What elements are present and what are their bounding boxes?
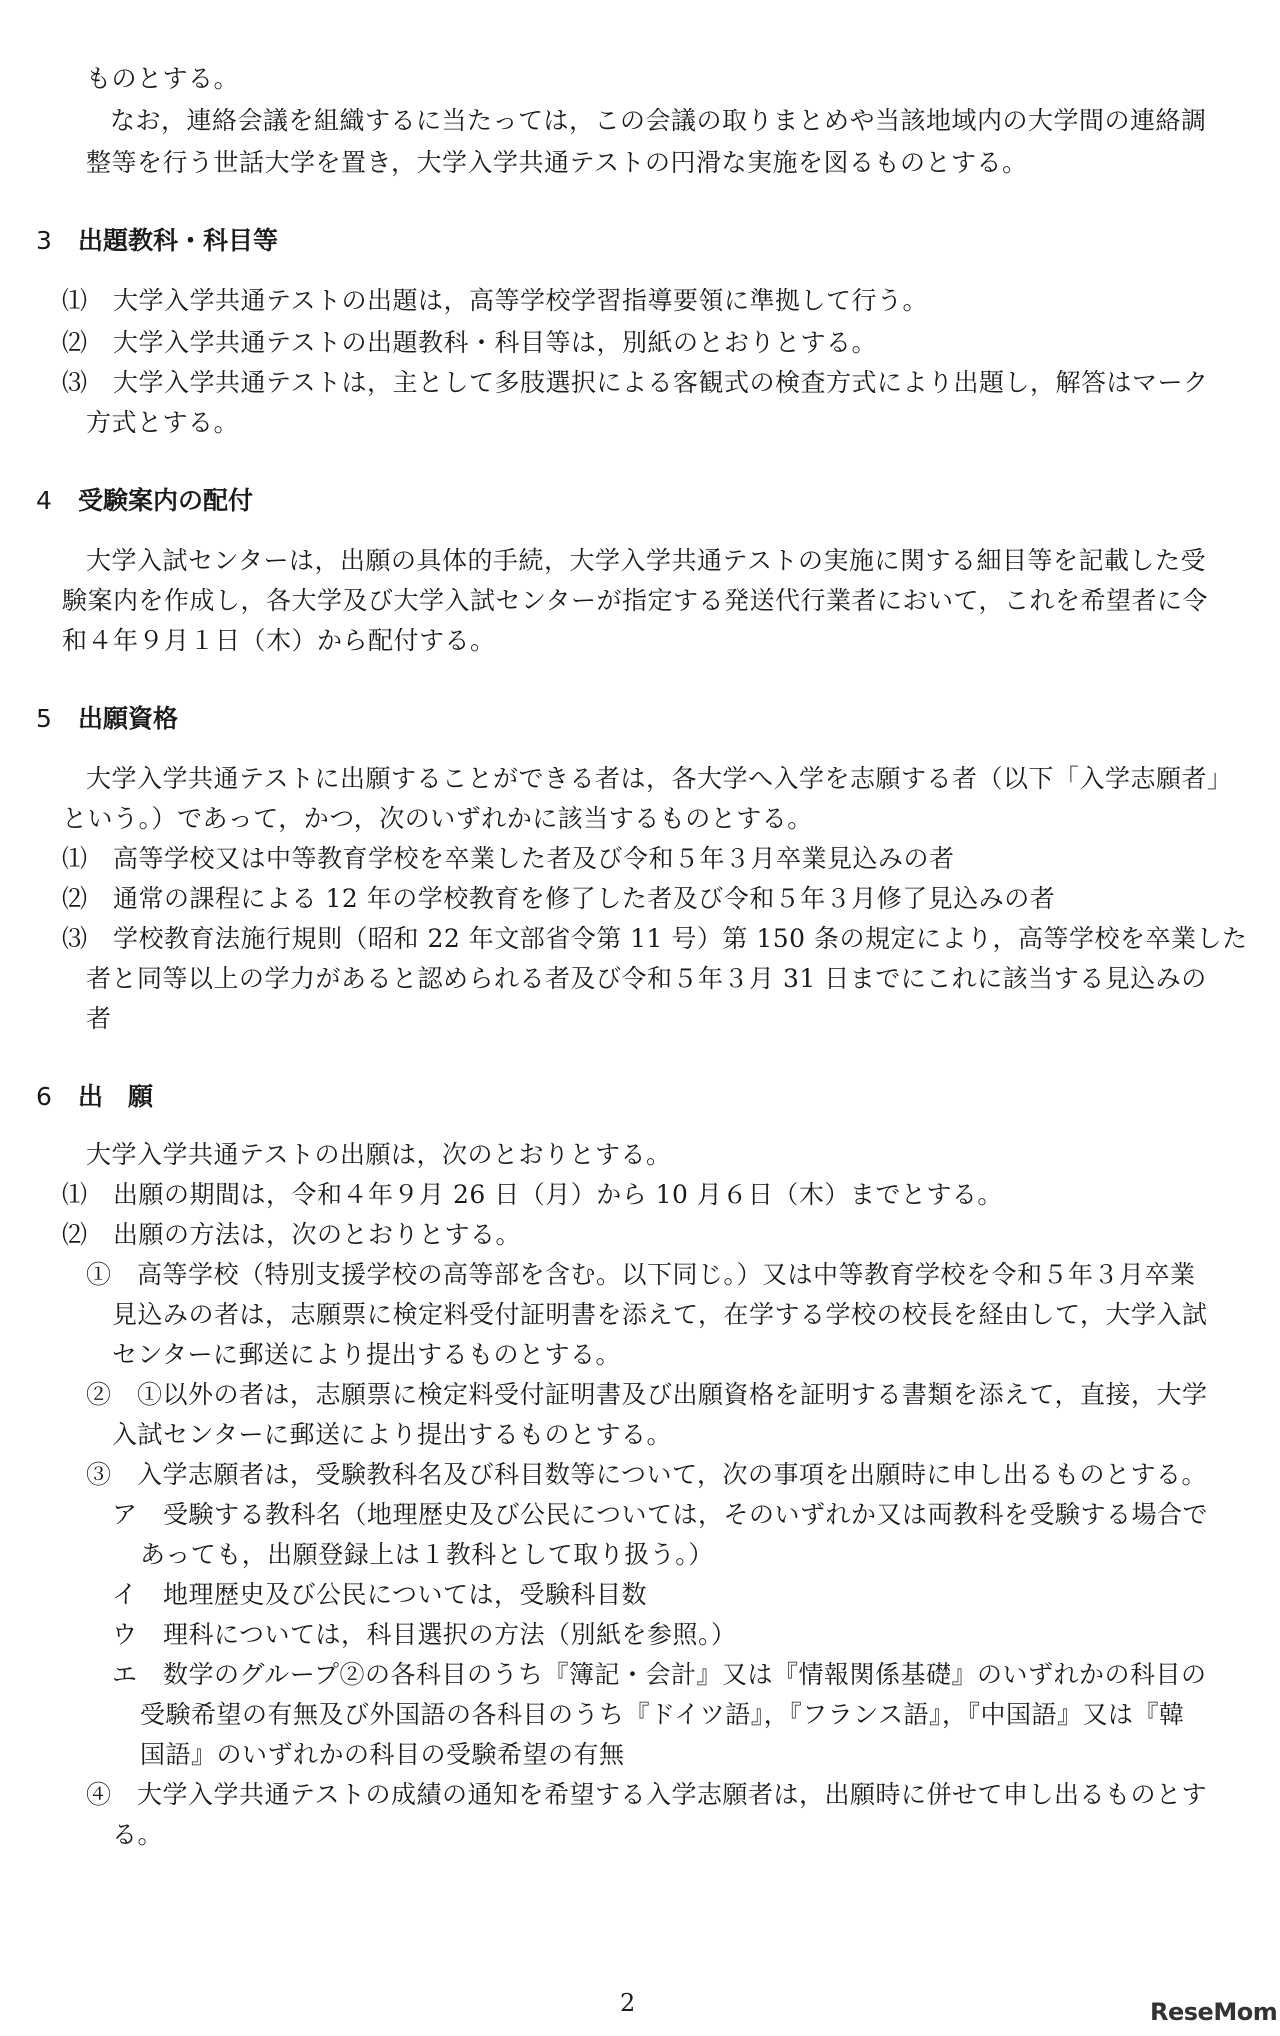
section-number: 4 (36, 486, 52, 515)
section-number: 3 (36, 226, 52, 255)
intro-line: 整等を行う世話大学を置き，大学入学共通テストの円滑な実施を図るものとする。 (86, 148, 1028, 177)
list-item-cont: 者 (86, 1004, 112, 1033)
list-item: ⑵ 出願の方法は，次のとおりとする。 (62, 1220, 522, 1249)
paragraph-line: という。）であって，かつ，次のいずれかに該当するものとする。 (62, 804, 813, 833)
sub-sub-item: イ 地理歴史及び公民については，受験科目数 (112, 1580, 648, 1609)
sub-sub-item-cont: 国語』のいずれかの科目の受験希望の有無 (140, 1740, 625, 1769)
sub-item-cont: 入試センターに郵送により提出するものとする。 (112, 1420, 673, 1449)
intro-line: なお，連絡会議を組織するに当たっては，この会議の取りまとめや当該地域内の大学間の連絡調 (110, 106, 1207, 135)
paragraph-line: 験案内を作成し，各大学及び大学入試センターが指定する発送代行業者において，これを希望者に令 (62, 586, 1209, 615)
sub-item-cont: 見込みの者は，志願票に検定料受付証明書を添えて，在学する学校の校長を経由して，大学入試 (112, 1300, 1208, 1329)
section-6-heading (36, 1080, 153, 1114)
section-number: 5 (36, 704, 52, 733)
list-item: ⑵ 大学入学共通テストの出題教科・科目等は，別紙のとおりとする。 (62, 328, 878, 357)
sub-sub-item: ウ 理科については，科目選択の方法（別紙を参照。） (112, 1620, 737, 1649)
sub-item-cont: センターに郵送により提出するものとする。 (112, 1340, 622, 1369)
section-4-heading (36, 484, 253, 518)
sub-item: ① 高等学校（特別支援学校の高等部を含む。以下同じ。）又は中等教育学校を令和５年３月卒業 (86, 1260, 1196, 1289)
section-title: 出 願 (78, 1082, 154, 1111)
section-title: 出題教科・科目等 (78, 226, 279, 255)
intro-line: ものとする。 (86, 64, 240, 93)
paragraph-line: 大学入試センターは，出願の具体的手続，大学入学共通テストの実施に関する細目等を記載した受 (86, 546, 1207, 575)
section-title: 受験案内の配付 (78, 486, 254, 515)
list-item: ⑴ 大学入学共通テストの出題は，高等学校学習指導要領に準拠して行う。 (62, 286, 929, 315)
paragraph-line: 和４年９月１日（木）から配付する。 (62, 626, 496, 655)
sub-sub-item: ア 受験する教科名（地理歴史及び公民については，そのいずれか又は両教科を受験する場合で (112, 1500, 1209, 1529)
list-item: ⑴ 出願の期間は，令和４年９月 26 日（月）から 10 月６日（木）までとする。 (62, 1180, 1003, 1209)
page-number: 2 (620, 1989, 636, 2017)
paragraph-line: 大学入学共通テストに出願することができる者は，各大学へ入学を志願する者（以下「入学志願者」 (86, 764, 1233, 793)
sub-sub-item-cont: あっても，出願登録上は１教科として取り扱う。） (140, 1540, 714, 1569)
sub-item: ④ 大学入学共通テストの成績の通知を希望する入学志願者は，出願時に併せて申し出るものとす (86, 1780, 1208, 1809)
list-item: ⑴ 高等学校又は中等教育学校を卒業した者及び令和５年３月卒業見込みの者 (62, 844, 955, 873)
list-item: ⑵ 通常の課程による 12 年の学校教育を修了した者及び令和５年３月修了見込みの者 (62, 884, 1056, 913)
section-5-heading (36, 702, 178, 736)
list-item: ⑶ 学校教育法施行規則（昭和 22 年文部省令第 11 号）第 150 条の規定により，高等学校を卒業した (62, 924, 1248, 953)
sub-sub-item: エ 数学のグループ②の各科目のうち『簿記・会計』又は『情報関係基礎』のいずれかの科目の (112, 1660, 1207, 1689)
paragraph-line: 大学入学共通テストの出願は，次のとおりとする。 (86, 1140, 672, 1169)
sub-item: ③ 入学志願者は，受験教科名及び科目数等について，次の事項を出願時に申し出るものとする。 (86, 1460, 1208, 1489)
watermark-logo: ReseMom (1150, 1998, 1278, 2026)
list-item-cont: 方式とする。 (86, 408, 240, 437)
sub-item: ② ①以外の者は，志願票に検定料受付証明書及び出願資格を証明する書類を添えて，直接，大学 (86, 1380, 1208, 1409)
list-item-cont: 者と同等以上の学力があると認められる者及び令和５年３月 31 日までにこれに該当する見込みの (86, 964, 1207, 993)
sub-sub-item-cont: 受験希望の有無及び外国語の各科目のうち『ドイツ語』，『フランス語』，『中国語』又は『韓 (140, 1700, 1185, 1729)
section-title: 出願資格 (78, 704, 179, 733)
list-item: ⑶ 大学入学共通テストは，主として多肢選択による客観式の検査方式により出題し，解答はマーク (62, 368, 1209, 397)
section-3-heading (36, 224, 278, 258)
section-number: 6 (36, 1082, 52, 1111)
sub-item-cont: る。 (112, 1820, 164, 1849)
